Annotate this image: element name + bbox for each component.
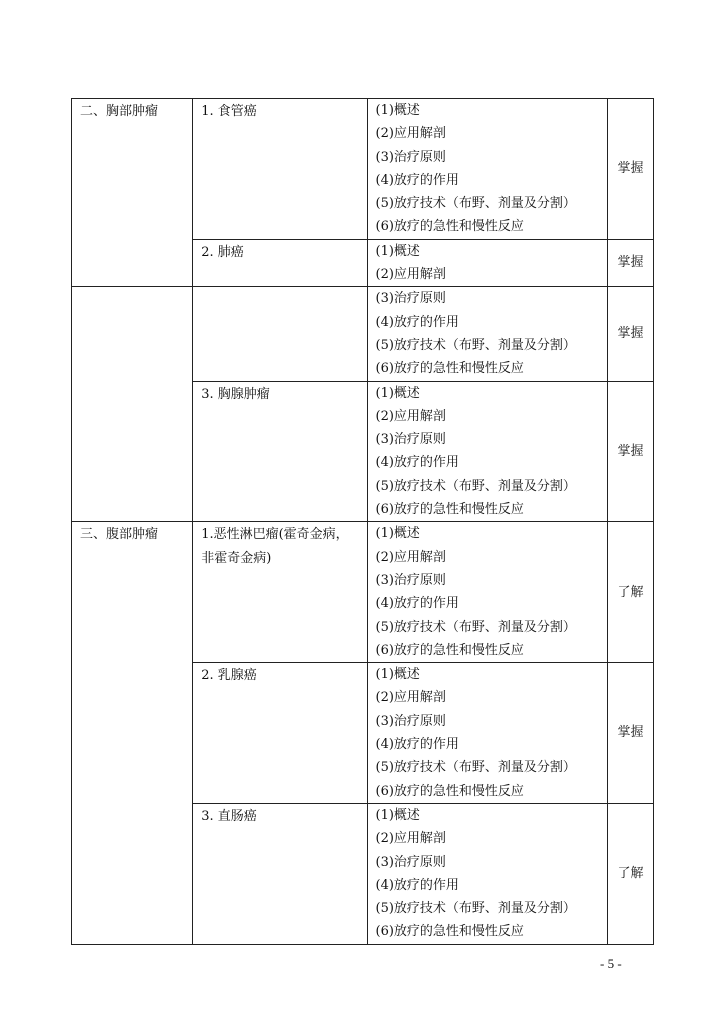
section-cell — [72, 522, 193, 944]
topic-cell — [193, 239, 367, 287]
points-cell — [367, 663, 607, 804]
point-item: (5)放疗技术（布野、剂量及分割） — [375, 337, 576, 353]
topic-cell — [193, 803, 367, 944]
point-item: (4)放疗的作用 — [375, 455, 459, 471]
level-cell: 掌握 — [607, 381, 653, 522]
point-item: (5)放疗技术（布野、剂量及分割） — [375, 196, 576, 212]
point-item: (1)概述 — [375, 243, 420, 259]
point-item: (2)应用解剖 — [375, 690, 446, 706]
topic-label: 1. 食管癌 — [201, 104, 257, 119]
level-cell: 了解 — [607, 803, 653, 944]
point-list — [376, 663, 601, 803]
level-cell: 掌握 — [607, 287, 653, 381]
point-item: (4)放疗的作用 — [375, 314, 459, 330]
point-item: (3)治疗原则 — [375, 149, 446, 165]
point-item: (2)应用解剖 — [375, 408, 446, 424]
topic-label: 3. 直肠癌 — [201, 808, 257, 824]
point-item: (5)放疗技术（布野、剂量及分割） — [375, 619, 576, 635]
syllabus-table — [71, 98, 654, 945]
point-list — [376, 804, 601, 944]
point-item: (2)应用解剖 — [375, 831, 446, 847]
point-item: (4)放疗的作用 — [375, 172, 459, 188]
topic-label: 2. 肺癌 — [201, 244, 244, 260]
point-item: (3)治疗原则 — [375, 854, 446, 870]
point-item: (6)放疗的急性和慢性反应 — [375, 783, 524, 799]
point-item: (3)治疗原则 — [375, 713, 446, 729]
topic-cell — [193, 381, 367, 522]
point-item: (2)应用解剖 — [375, 267, 446, 283]
topic-cell — [193, 663, 367, 804]
point-item: (2)应用解剖 — [375, 126, 446, 142]
points-cell — [367, 287, 607, 381]
point-list — [376, 382, 601, 522]
point-item: (6)放疗的急性和慢性反应 — [375, 642, 524, 658]
point-item: (4)放疗的作用 — [375, 877, 459, 893]
level-cell: 掌握 — [607, 239, 653, 287]
topic-cell — [193, 287, 367, 381]
level-cell: 掌握 — [607, 99, 653, 240]
topic-cell — [193, 99, 367, 240]
point-item: (6)放疗的急性和慢性反应 — [375, 924, 524, 940]
table-row — [72, 522, 654, 663]
section-label — [80, 287, 186, 288]
point-item: (2)应用解剖 — [375, 549, 446, 565]
point-item: (4)放疗的作用 — [375, 596, 459, 612]
topic-label — [201, 287, 360, 288]
point-item: (6)放疗的急性和慢性反应 — [375, 219, 524, 235]
point-list — [376, 240, 601, 287]
topic-label: 2. 乳腺癌 — [201, 668, 257, 684]
points-cell — [367, 522, 607, 663]
section-label: 二、胸部肿瘤 — [80, 104, 159, 119]
point-item: (1)概述 — [375, 667, 420, 683]
points-cell — [367, 381, 607, 522]
point-item: (3)治疗原则 — [375, 432, 446, 448]
level-cell: 掌握 — [607, 663, 653, 804]
point-item: (3)治疗原则 — [375, 572, 446, 588]
table-row — [72, 287, 654, 381]
point-item: (6)放疗的急性和慢性反应 — [375, 502, 524, 518]
points-cell — [367, 99, 607, 240]
point-item: (4)放疗的作用 — [375, 737, 459, 753]
point-item: (1)概述 — [375, 807, 420, 823]
point-list — [376, 522, 601, 662]
section-cell — [72, 99, 193, 287]
point-item: (1)概述 — [375, 385, 420, 401]
point-item: (6)放疗的急性和慢性反应 — [375, 361, 524, 377]
points-cell — [367, 803, 607, 944]
table-row — [72, 99, 654, 240]
section-cell — [72, 287, 193, 522]
point-item: (5)放疗技术（布野、剂量及分割） — [375, 901, 576, 917]
point-list — [376, 99, 601, 239]
page-number: - 5 - — [600, 956, 622, 971]
point-item: (5)放疗技术（布野、剂量及分割） — [375, 478, 576, 494]
topic-cell — [193, 522, 367, 663]
topic-label: 3. 胸腺肿瘤 — [201, 386, 270, 402]
section-label: 三、腹部肿瘤 — [80, 527, 159, 543]
point-item: (5)放疗技术（布野、剂量及分割） — [375, 760, 576, 776]
point-item: (3)治疗原则 — [375, 291, 446, 307]
point-item: (1)概述 — [375, 103, 420, 118]
points-cell — [367, 239, 607, 287]
topic-label: 1.恶性淋巴瘤(霍奇金病，非霍奇金病) — [201, 527, 349, 566]
level-cell: 了解 — [607, 522, 653, 663]
point-item: (1)概述 — [375, 526, 420, 542]
point-list — [376, 287, 601, 380]
